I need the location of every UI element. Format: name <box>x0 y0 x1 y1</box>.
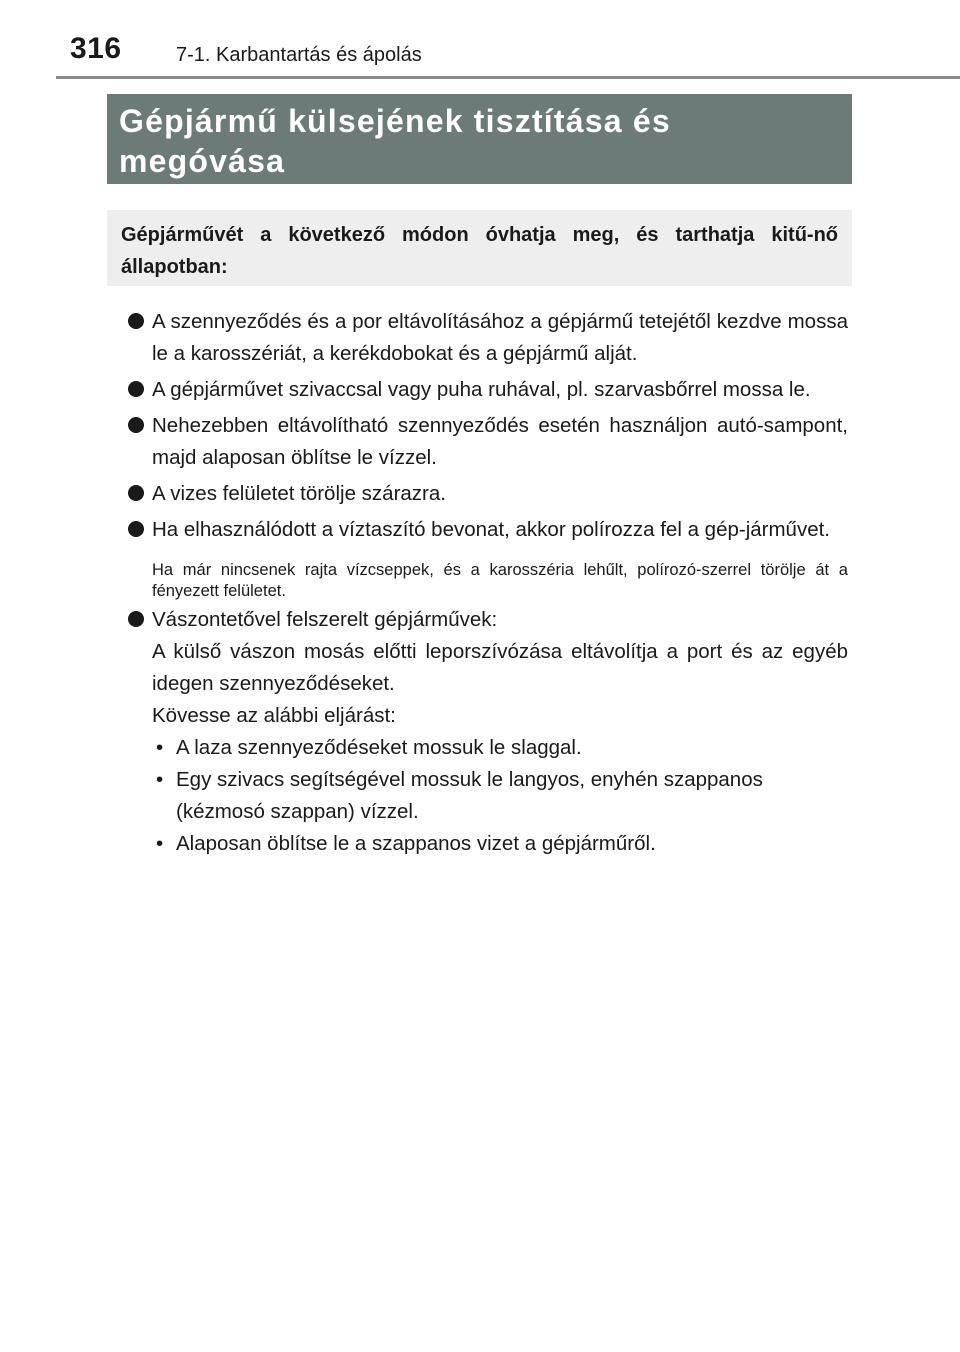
intro-box: Gépjárművét a következő módon óvhatja meg, és tarthatja kitű-nő állapotban: <box>107 210 852 286</box>
sub-list-item-text: Alaposan öblítse le a szappanos vizet a gépjárműről. <box>176 832 656 855</box>
sub-list-item-text: A laza szennyeződéseket mossuk le slaggal. <box>176 736 582 759</box>
bullet-icon <box>128 611 144 627</box>
page-number: 316 <box>70 32 122 65</box>
page-title: Gépjármű külsejének tisztítása és megóvása <box>107 94 852 184</box>
sub-bullet-icon: • <box>156 768 164 791</box>
list-item-text: Ha elhasználódott a víztaszító bevonat, akkor polírozza fel a gép-járművet. <box>152 518 831 541</box>
content <box>128 306 848 860</box>
list-item-text: A vizes felületet törölje szárazra. <box>152 482 446 505</box>
list-item-text: Nehezebben eltávolítható szennyeződés esetén használjon autó-sampont, majd alaposan öblítse le vízzel. <box>152 414 848 469</box>
procedure-intro: Kövesse az alábbi eljárást: <box>152 704 396 727</box>
list-item <box>128 478 848 510</box>
section-title: 7-1. Karbantartás és ápolás <box>176 44 422 66</box>
list-item <box>128 374 848 406</box>
list-item <box>128 514 848 546</box>
note-text: Ha már nincsenek rajta vízcseppek, és a karosszéria lehűlt, polírozó-szerrel törölje át a fényezett felületet. <box>152 561 848 600</box>
bullet-icon <box>128 521 144 537</box>
list-item <box>128 410 848 474</box>
sub-bullet-icon: • <box>156 736 164 759</box>
convertible-paragraph: A külső vászon mosás előtti leporszívózása eltávolítja a port és az egyéb idegen szennyeződéseket. <box>152 640 848 695</box>
list-item-text: A gépjárművet szivaccsal vagy puha ruhával, pl. szarvasbőrrel mossa le. <box>152 378 811 401</box>
sub-bullet-icon: • <box>156 832 164 855</box>
sub-list-item <box>128 764 848 828</box>
bullet-icon <box>128 417 144 433</box>
convertible-heading: Vászontetővel felszerelt gépjárművek: <box>152 608 498 631</box>
list-item <box>128 604 848 636</box>
header-divider <box>56 76 960 79</box>
bullet-icon <box>128 381 144 397</box>
sub-list-item-text: Egy szivacs segítségével mossuk le langyos, enyhén szappanos (kézmosó szappan) vízzel. <box>176 768 763 823</box>
list-item-text: A szennyeződés és a por eltávolításához a gépjármű tetejétől kezdve mossa le a karosszériát, a kerékdobokat és a gépjármű alját. <box>152 310 848 365</box>
bullet-icon <box>128 313 144 329</box>
list-item <box>128 306 848 370</box>
bullet-icon <box>128 485 144 501</box>
sub-list-item <box>128 732 848 764</box>
sub-list-item <box>128 828 848 860</box>
